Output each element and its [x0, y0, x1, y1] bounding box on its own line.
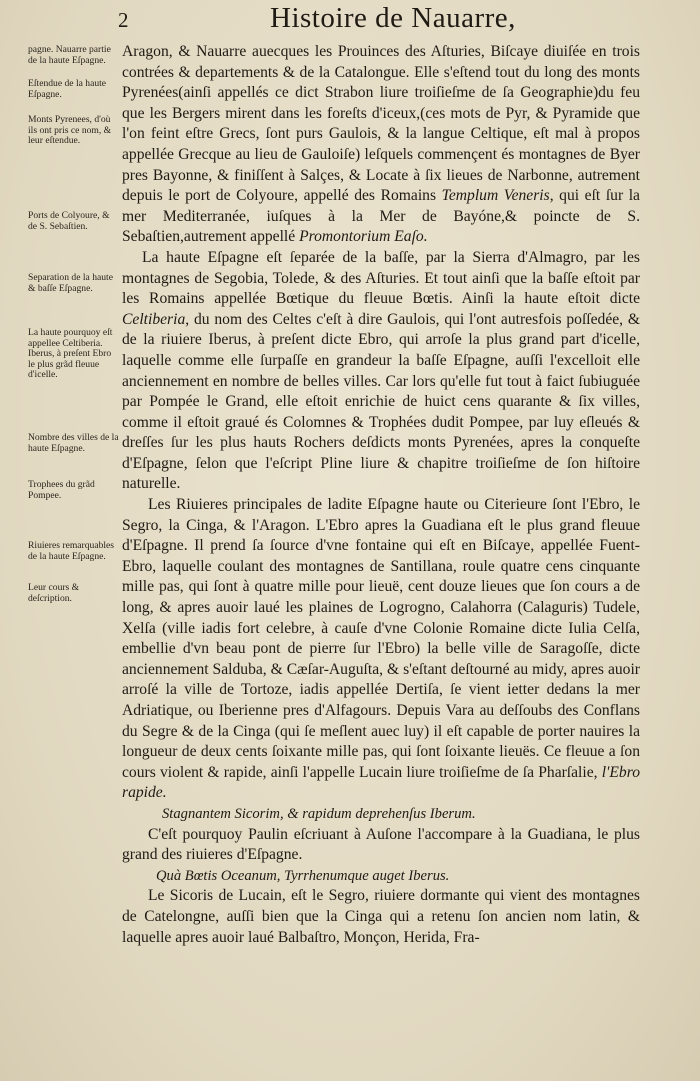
sidenote: Leur cours & deſcription.: [28, 582, 80, 604]
sidenote: Monts Pyrenees, d'où ils ont pris ce nom, & leur eſtendue.: [28, 114, 112, 147]
verse-quote: Quà Bœtis Oceanum, Tyrrhenumque auget Iberus.: [156, 867, 450, 884]
sidenote: Trophees du grãd Pompee.: [28, 479, 95, 501]
paragraph: Le Sicoris de Lucain, eſt le Segro, riuiere dormante qui vient des montagnes de Catelongne, auſſi bien que la Cinga qui a retenu ſon ancien nom latin, & laquelle apres auoir laué Balbaſtro, Monçon, Herida, Fra-: [122, 887, 640, 946]
sidenote: Nombre des villes de la haute Eſpagne.: [28, 432, 119, 454]
verse-quote: Stagnantem Sicorim, & rapidum deprehenſus Iberum.: [162, 805, 476, 822]
paragraph: C'eſt pourquoy Paulin eſcriuant à Auſone l'accompare à la Guadiana, le plus grand des riuieres d'Eſpagne.: [122, 825, 640, 864]
sidenote: Ports de Colyoure, & de S. Sebaſtien.: [28, 210, 110, 232]
sidenote: Riuieres remarquables de la haute Eſpagne.: [28, 540, 115, 562]
sidenote: Eſtendue de la haute Eſpagne.: [28, 78, 107, 100]
paragraph: Les Riuieres principales de ladite Eſpagne haute ou Citerieure ſont l'Ebro, le Segro, la Cinga, & l'Aragon. L'Ebro apres la Guadiana eſt le plus grand fleuue d'Eſpagne. Il prend ſa ſource d'vne fontaine qui eſt en Biſcaye, appellée Fuent-Ebro, laquelle coulant des montagnes de Santillana, roule quatre cens cinquante mille pas, qui ſont à quatre mille pour lieuë, cent douze lieues que ſon cours a de long, & apres auoir laué les plaines de Logrogno, Calahorra (Calaguris) Tudele, Xelſa (ville iadis fort celebre, à cauſe d'vne Colonie Romaine dicte Iulia Celſa, embellie d'vn beau pont de pierre ſur l'Ebro) la belle ville de Saragoſſe, dicte anciennement Salduba, & Cæſar-Auguſta, & s'eſtant deſtourné au midy, apres auoir arroſé la ville de Tortoze, iadis appellée Dertiſa, ſe vient ietter dedans la mer Adriatique, ou Iberienne pres d'Alfagours. Depuis Vara au deſſoubs des Conflans du Segre & de la Cinga (qui ſe meſlent auec luy) il eſt capable de porter nauires la longueur de deux cents ſoixante mille pas, qui ſont ſoixante lieuës. Ce fleuue a ſon cours violent & rapide, ainſi l'appelle Lucain liure troiſieſme de ſa Pharſalie, l'Ebro rapide.: [122, 496, 640, 802]
paragraph: Aragon, & Nauarre auecques les Prouinces des Aſturies, Biſcaye diuiſée en trois contrées & departements & de la Catalongue. Elle s'eſtend tout du long des monts Pyrenées(ainſi appellés ce dict Strabon liure troiſieſme de ſa Geographie)du feu que les Bergers mirent dans les foreſts d'iceux,(ces mots de Pyr, & Pyramide que l'on feint eſtre Grecs, ſont purs Gaulois, & la langue Celtique, eſt mal à propos appellée Grecque au lieu de Gauloiſe) leſquels commençent és montagnes de Byer pres Bayonne, & finiſſent à Salçes, & Locate à ſix lieues de Narbonne, autrement depuis le port de Colyoure, appellé des Romains Templum Veneris, qui eſt ſur la mer Mediterranée, iuſques à la Mer de Bayóne,& poincte de S. Sebaſtien,autrement appellé Promontorium Eaſo.: [122, 43, 640, 246]
running-title: Histoire de Nauarre,: [270, 2, 516, 34]
main-text: [122, 42, 640, 948]
page-number: 2: [118, 8, 129, 32]
sidenote: La haute pourquoy eſt appellee Celtiberia. Iberus, à preſent Ebro le plus grãd fleuue d'icelle.: [28, 327, 113, 381]
sidenote: pagne. Nauarre partie de la haute Eſpagne.: [28, 44, 111, 66]
sidenote: Separation de la haute & baſſe Eſpagne.: [28, 272, 113, 294]
paragraph: La haute Eſpagne eſt ſeparée de la baſſe, par la Sierra d'Almagro, par les montagnes de Segobia, Tolede, & des Aſturies. Et tout ainſi que la baſſe eſtoit par les Romains appellée Bœtique du fleuue Bœtis. Ainſi la haute eſtoit dicte Celtiberia, du nom des Celtes c'eſt à dire Gaulois, qui l'ont autresfois poſſedée, & de la riuiere Iberus, à preſent dicte Ebro, qui arroſe la plus grand part d'icelle, laquelle comme elle ſurpaſſe en grandeur la baſſe Eſpagne, auſſi l'excelloit elle anciennement en nombre de belles villes. Car lors qu'elle fut tout à faict ſubiuguée par Pompée le Grand, elle eſtoit enrichie de huict cens quarante & ſix villes, comme il eſtoit graué és Colomnes & Trophées dudit Pompee, par luy eſleués & dreſſes ſur les plus hauts Rochers deſdicts monts Pyrenées, apres la conqueſte d'Eſpagne, ſelon que l'eſcript Pline liure & chapitre troiſieſme de ſon hiſtoire naturelle.: [122, 248, 640, 493]
